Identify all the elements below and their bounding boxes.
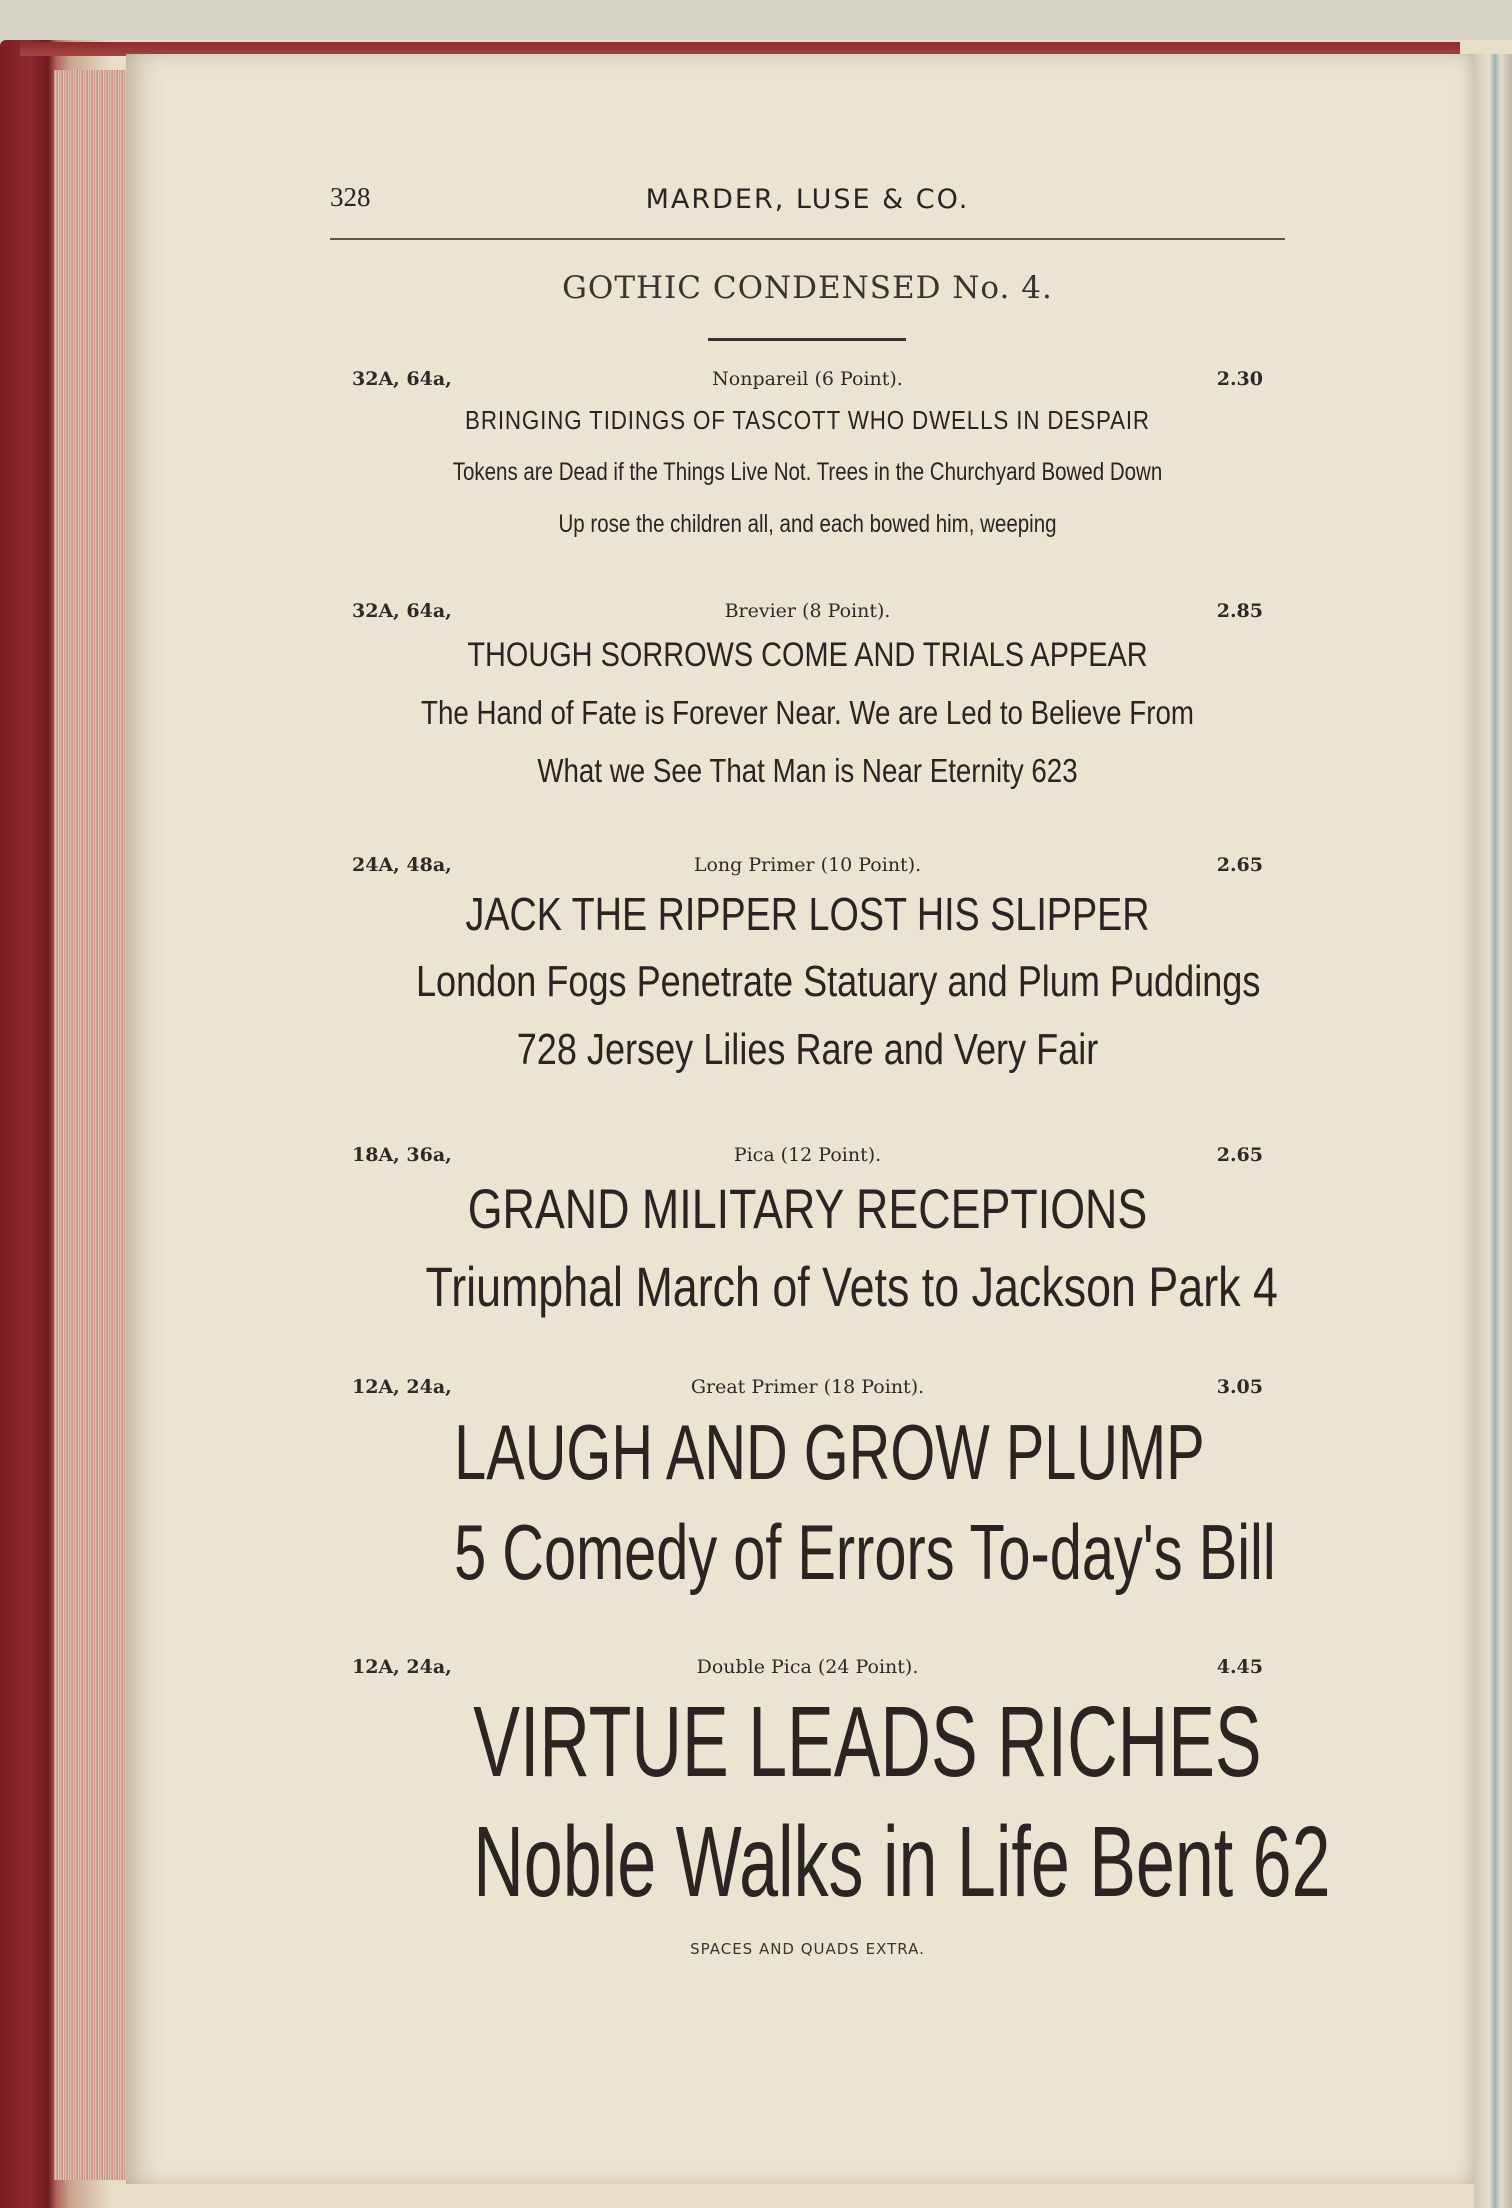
font-size-name: Pica (12 Point). <box>733 1144 882 1166</box>
specimen-line: 728 Jersey Lilies Rare and Very Fair <box>516 1025 1099 1074</box>
head-rule <box>330 238 1285 240</box>
font-price: 2.85 <box>1216 600 1263 622</box>
specimen-line: The Hand of Fate is Forever Near. We are Led to Believe From <box>421 694 1194 731</box>
specimen-line: THOUGH SORROWS COME AND TRIALS APPEAR <box>467 636 1148 674</box>
page-content <box>330 170 1331 1970</box>
font-size-name: Great Primer (18 Point). <box>690 1376 925 1398</box>
font-size-name: Brevier (8 Point). <box>724 600 891 622</box>
specimen-line: BRINGING TIDINGS OF TASCOTT WHO DWELLS IN DESPAIR <box>465 405 1150 435</box>
specimen-line: Triumphal March of Vets to Jackson Park 4 <box>425 1255 1278 1318</box>
specimen-spec-line <box>330 600 1285 626</box>
specimen-line: What we See That Man is Near Eternity 623 <box>537 752 1078 789</box>
font-count: 12A, 24a, <box>352 1376 452 1398</box>
specimen-long-primer <box>330 854 1285 1084</box>
specimen-line: Noble Walks in Life Bent 62 <box>473 1806 1331 1918</box>
firm-name: MARDER, LUSE & CO. <box>645 184 970 215</box>
specimen-spec-line <box>330 854 1285 880</box>
page-edges <box>54 70 134 2180</box>
font-count: 32A, 64a, <box>352 368 452 390</box>
specimen-line: GRAND MILITARY RECEPTIONS <box>467 1177 1148 1240</box>
font-price: 4.45 <box>1216 1656 1263 1678</box>
specimen-line: Up rose the children all, and each bowed him, weeping <box>558 510 1057 538</box>
specimen-spec-line <box>330 1144 1285 1170</box>
specimen-nonpareil <box>330 368 1285 550</box>
footnote: SPACES AND QUADS EXTRA. <box>690 1940 925 1958</box>
specimen-great-primer <box>330 1376 1285 1602</box>
font-count: 24A, 48a, <box>352 854 452 876</box>
font-count: 32A, 64a, <box>352 600 452 622</box>
specimen-spec-line <box>330 1376 1285 1402</box>
running-head <box>330 182 1285 222</box>
specimen-spec-line <box>330 368 1285 394</box>
font-size-name: Long Primer (10 Point). <box>693 854 922 876</box>
page-number: 328 <box>330 182 371 212</box>
font-size-name: Double Pica (24 Point). <box>696 1656 919 1678</box>
specimen-line: 5 Comedy of Errors To-day's Bill <box>454 1508 1276 1596</box>
font-size-name: Nonpareil (6 Point). <box>712 368 903 390</box>
specimen-line: VIRTUE LEADS RICHES <box>473 1686 1262 1798</box>
font-price: 3.05 <box>1216 1376 1263 1398</box>
specimen-line: JACK THE RIPPER LOST HIS SLIPPER <box>465 888 1150 940</box>
specimen-line: London Fogs Penetrate Statuary and Plum Puddings <box>415 957 1261 1006</box>
font-count: 18A, 36a, <box>352 1144 452 1166</box>
font-price: 2.30 <box>1216 368 1263 390</box>
facing-page-edge <box>1474 54 1512 2208</box>
specimen-pica <box>330 1144 1285 1326</box>
title-rule <box>708 338 906 341</box>
specimen-line: LAUGH AND GROW PLUMP <box>454 1408 1205 1496</box>
section-title: GOTHIC CONDENSED No. 4. <box>562 270 1053 306</box>
font-price: 2.65 <box>1216 1144 1263 1166</box>
specimen-double-pica <box>330 1656 1331 1922</box>
font-count: 12A, 24a, <box>352 1656 452 1678</box>
specimen-spec-line <box>330 1656 1285 1682</box>
font-price: 2.65 <box>1216 854 1263 876</box>
specimen-brevier <box>330 600 1285 800</box>
specimen-line: Tokens are Dead if the Things Live Not. Trees in the Churchyard Bowed Down <box>452 458 1163 486</box>
